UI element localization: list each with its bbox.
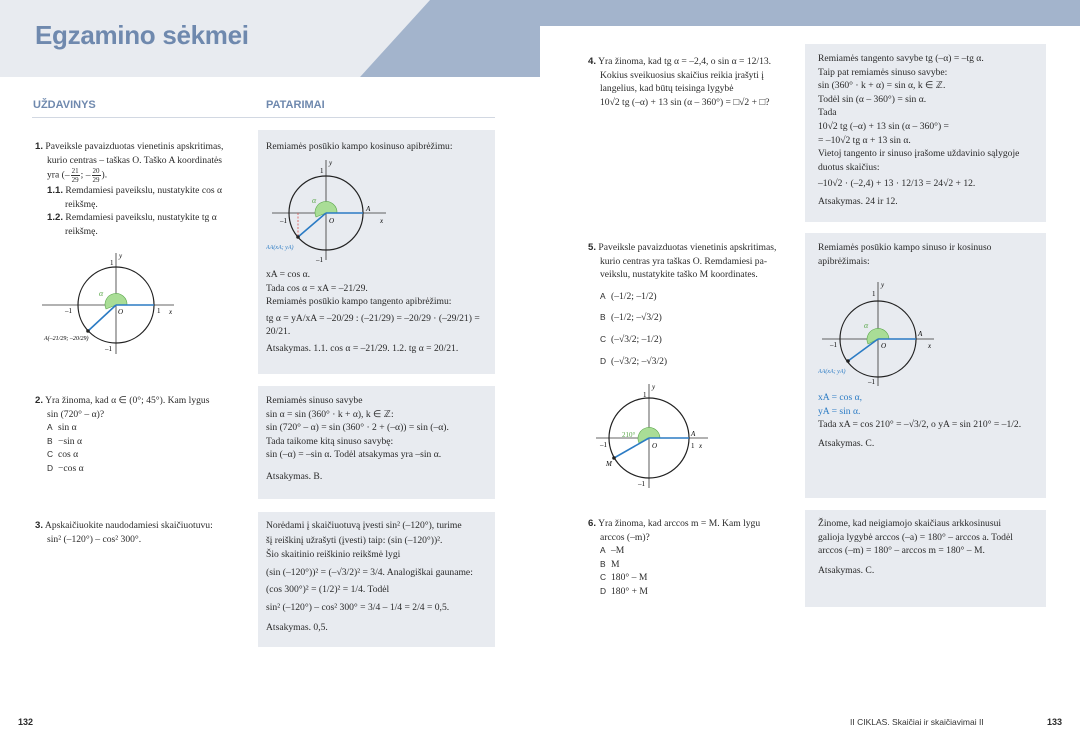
x-label: x [169, 308, 173, 316]
task-4: 4. Yra žinoma, kad tg α = –2,4, o sin α = 12/13. Kokius sveikuosius skaičius reikia įrašyti į langelius, kad būtų teisinga lygybė 10√2 tg (–α) + 13 sin (α – 360°) = □√2 + □? [588, 56, 772, 108]
svg-text:y: y [329, 159, 333, 167]
unit-circle-figure-3 [592, 380, 712, 490]
svg-text:1: 1 [691, 442, 695, 450]
column-heading-tasks: UŽDAVINYS [33, 99, 96, 111]
unit-circle-figure-4 [818, 278, 938, 388]
svg-text:AA(xA; yA): AA(xA; yA) [266, 245, 294, 251]
unit-circle-figure-2 [266, 155, 396, 265]
tip-1: Remiamės posūkio kampo kosinuso apibrėžimu: [266, 141, 453, 152]
svg-text:–1: –1 [638, 480, 645, 488]
svg-text:1: 1 [643, 391, 647, 399]
svg-text:AA(xA; yA): AA(xA; yA) [818, 369, 846, 375]
tip-6: Žinome, kad neigiamojo skaičiaus arkkosinusui galioja lygybė arccos (–a) = 180° – arccos a. Todėl arccos (–m) = 180° – arccos m = 180° – M. Atsakymas. C. [818, 518, 1013, 576]
svg-text:–1: –1 [280, 217, 287, 225]
y-label: y [119, 252, 123, 260]
svg-text:O: O [881, 342, 887, 350]
header-banner-right [540, 0, 1080, 26]
svg-text:–1: –1 [868, 378, 875, 386]
task-3: 3. Apskaičiuokite naudodamiesi skaičiuotuvu: sin² (–120°) – cos² 300°. [35, 520, 213, 545]
divider [32, 117, 495, 118]
svg-text:1: 1 [320, 167, 324, 175]
svg-text:A: A [691, 430, 696, 438]
task-1: 1. Paveiksle pavaizduotas vienetinis apskritimas, kurio centras – taškas O. Taško A koordinatės yra (– $\frac{21}{29}$ ; – $\frac{20}{29}$ ). 1.1. Remdamiesi paveikslu, nustatykite cos α reikšmę. 1.2. Remdamiesi paveikslu, nustatykite tg α reikšmę. [35, 141, 224, 237]
unit-circle-figure-1 [40, 248, 180, 356]
angle-label: α [99, 289, 104, 298]
svg-text:–1: –1 [600, 441, 607, 449]
point-label: A(–21/29; –20/29) [44, 336, 89, 342]
svg-text:α: α [312, 196, 317, 205]
task-6: 6. Yra žinoma, kad arccos m = M. Kam lygu arccos (–m)? A –M B M C 180° – M D 180° + M [588, 518, 761, 597]
task-5: 5. Paveiksle pavaizduotas vienetinis apskritimas, kurio centras yra taškas O. Remdamiesi pa- veikslu, nustatykite taško M koordinates. A (–1/2; –1/2) B (–1/2; –√3/2) C (–√3/2; –1/2) D (–√3/2; –√3/2) [588, 242, 777, 367]
svg-text:x: x [380, 217, 384, 225]
footer-section: II CIKLAS. Skaičiai ir skaičiavimai II [850, 717, 984, 727]
svg-text:210°: 210° [622, 431, 636, 439]
origin-label: O [118, 308, 124, 316]
one-y-label: 1 [110, 259, 114, 267]
svg-text:x: x [928, 342, 932, 350]
minus-one-y-label: –1 [105, 345, 112, 353]
page-number-left: 132 [18, 717, 34, 727]
column-heading-tips: PATARIMAI [266, 99, 325, 111]
task-2: 2. Yra žinoma, kad α ∈ (0°; 45°). Kam lygus sin (720° – α)? A sin α B −sin α C cos α D −cos α [35, 395, 210, 474]
tip-4: Remiamės tangento savybe tg (–α) = –tg α. Taip pat remiamės sinuso savybe: sin (360° · k + α) = sin α, k ∈ ℤ. Todėl sin (α – 360°) = sin α. Tada 10√2 tg (–α) + 13 sin (α – 360°) = = –10√2 tg α + 13 sin α. Vietoj tangento ir sinuso įrašome uždavinio sąlygoje duotus skaičius: –10√2 · (–2,4) + 13 · 12/13 = 24√2 + 12. Atsakymas. 24 ir 12. [818, 53, 1020, 207]
tip-3: Norėdami į skaičiuotuvą įvesti sin² (–120°), turime šį reiškinį užrašyti (įvesti) taip: (sin (–120°))². Šio skaitinio reiškinio reikšmė lygi (sin (–120°))² = (–√3/2)² = 3/4. Analogiškai gauname: (cos 300°)² = (1/2)² = 1/4. Todėl sin² (–120°) – cos² 300° = 3/4 – 1/4 = 2/4 = 0,5. Atsakymas. 0,5. [266, 520, 473, 633]
svg-text:A: A [918, 330, 923, 338]
minus-one-x-label: –1 [65, 307, 72, 315]
tip-2: Remiamės sinuso savybe sin α = sin (360° · k + α), k ∈ ℤ: sin (720° – α) = sin (360° · 2 + (–α)) = sin (–α). Tada taikome kitą sinuso savybę: sin (–α) = –sin α. Todėl atsakymas yra –sin α. Atsakymas. B. [266, 395, 449, 482]
svg-text:α: α [864, 321, 869, 330]
tip-5: Remiamės posūkio kampo sinuso ir kosinuso apibrėžimais: [818, 242, 992, 267]
svg-text:O: O [652, 442, 658, 450]
svg-text:y: y [881, 281, 885, 289]
svg-text:–1: –1 [316, 256, 323, 264]
svg-text:M: M [606, 460, 612, 468]
page-number-right: 133 [1047, 717, 1063, 727]
svg-text:1: 1 [872, 290, 876, 298]
svg-text:y: y [652, 383, 656, 391]
svg-text:x: x [699, 442, 703, 450]
page-title: Egzamino sėkmei [35, 20, 249, 50]
svg-text:O: O [329, 217, 335, 225]
tip-5-cont: xA = cos α, yA = sin α. Tada xA = cos 210° = –√3/2, o yA = sin 210° = –1/2. Atsakymas. C. [818, 392, 1022, 449]
one-x-label: 1 [157, 307, 161, 315]
terminal-ray [88, 305, 116, 331]
task-number: 1. [35, 141, 44, 152]
point-a [86, 329, 90, 333]
svg-text:–1: –1 [830, 341, 837, 349]
svg-text:A: A [366, 205, 371, 213]
tip-1-cont: xA = cos α. Tada cos α = xA = –21/29. Remiamės posūkio kampo tangento apibrėžimu: tg α = yA/xA = –20/29 : (–21/29) = –20/29 · (–29/21) = 20/21. Atsakymas. 1.1. cos α = –21/29. 1.2. tg α = 20/21. [266, 269, 480, 354]
